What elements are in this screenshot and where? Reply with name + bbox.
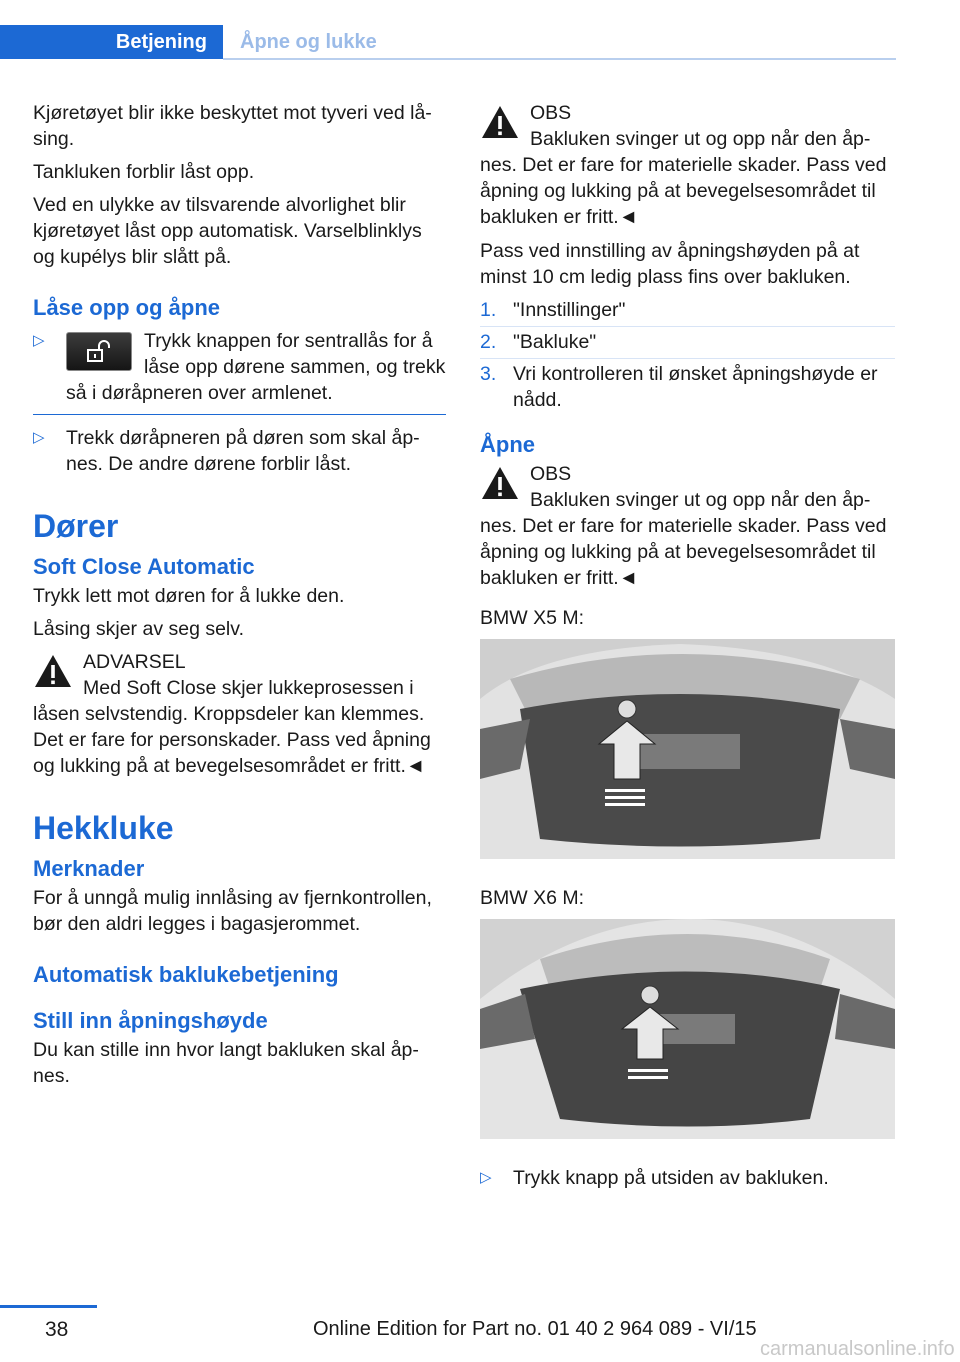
list-text: "Bakluke" [513,331,597,353]
warning-triangle-icon [480,465,520,501]
step-outside-button-text: Trykk knapp på utsiden av bakluken. [513,1167,829,1189]
list-number: 1. [480,299,497,321]
list-text: Vri kontrolleren til ønsket åpningshøyde er nådd. [513,363,878,411]
step-central-lock [33,328,446,406]
heading-tailgate: Hekkluke [33,810,174,846]
settings-steps-list [480,297,895,413]
heading-unlock-open: Låse opp og åpne [33,295,221,320]
notice-title: OBS [530,102,572,124]
list-number: 3. [480,363,497,385]
warning-text: låsen selvstendig. Kroppsdeler kan klemmes. Det er fare for personskader. Pass ved åpning og lukking på at bevegelsesområdet er fritt.◄ [33,703,431,777]
paragraph-notes: For å unngå mulig innlåsing av fjernkontrollen, bør den aldri legges i bagasjerommet. [33,887,432,935]
list-item [480,329,895,355]
step-door-handle [33,425,446,477]
heading-soft-close: Soft Close Automatic [33,554,255,579]
notice-line-1: Bakluken svinger ut og opp når den åp‐ [530,489,871,511]
triangle-bullet-icon: ▷ [33,429,45,446]
notice-line-1: Bakluken svinger ut og opp når den åp‐ [530,128,871,150]
step-divider [33,414,446,415]
footer-edition: Online Edition for Part no. 01 40 2 964 089 - VI/15 [313,1318,757,1340]
paragraph-fuel-flap: Tankluken forblir låst opp. [33,161,255,183]
warning-title: ADVARSEL [83,651,186,673]
header-tabbar [0,25,896,61]
warning-triangle-icon [33,653,73,689]
page-number: 38 [45,1318,69,1341]
left-column [33,100,446,1096]
heading-open: Åpne [480,432,535,457]
tab-betjening[interactable]: Betjening [0,25,223,59]
paragraph-theft: Kjøretøyet blir ikke beskyttet mot tyveri ved lå‐sing. [33,102,432,150]
triangle-bullet-icon: ▷ [480,1169,492,1186]
right-column [480,100,895,1198]
heading-auto-tailgate: Automatisk baklukebetjening [33,962,339,987]
list-item [480,297,895,323]
heading-doors: Dører [33,508,119,544]
watermark: carmanualsonline.info [760,1338,955,1360]
paragraph-clearance: Pass ved innstilling av åpningshøyden på at minst 10 cm ledig plass fins over bakluken. [480,240,860,288]
tab-underline [223,58,896,60]
step-central-lock-text: Trykk knappen for sentrallås for å låse opp dørene sammen, og trekk så i døråpneren over armlenet. [66,330,446,404]
list-number: 2. [480,331,497,353]
notice-block-1 [480,100,895,230]
paragraph-soft-close-2: Låsing skjer av seg selv. [33,618,244,640]
heading-set-height: Still inn åpningshøyde [33,1008,268,1033]
label-x6m: BMW X6 M: [480,887,585,909]
notice-block-2 [480,461,895,591]
label-x5m: BMW X5 M: [480,607,585,629]
step-door-handle-text: Trekk døråpneren på døren som skal åp‐nes. De andre dørene forblir låst. [66,427,420,475]
tab-apne-og-lukke[interactable]: Åpne og lukke [240,31,377,53]
unlock-button-icon [66,332,132,371]
footer-rule [0,1305,97,1308]
triangle-bullet-icon: ▷ [33,332,45,349]
image-x6m-tailgate [480,919,895,1139]
paragraph-set-height: Du kan stille inn hvor langt bakluken skal åp‐nes. [33,1039,419,1087]
step-outside-button [480,1165,895,1191]
paragraph-soft-close-1: Trykk lett mot døren for å lukke den. [33,585,345,607]
notice-title: OBS [530,463,572,485]
list-text: "Innstillinger" [513,299,626,321]
paragraph-accident: Ved en ulykke av tilsvarende alvorlighet blir kjøretøyet låst opp automatisk. Varselblinklys og kupélys blir slått på. [33,194,422,268]
warning-triangle-icon [480,104,520,140]
notice-text: nes. Det er fare for materielle skader. Pass ved åpning og lukking på at bevegelsesområdet til bakluken er fritt.◄ [480,515,887,589]
warning-block-soft-close [33,649,446,779]
notice-text: nes. Det er fare for materielle skader. Pass ved åpning og lukking på at bevegelsesområdet til bakluken er fritt.◄ [480,154,887,228]
warning-line-1: Med Soft Close skjer lukkeprosessen i [83,677,414,699]
list-item [480,361,895,413]
heading-notes: Merknader [33,856,145,881]
image-x5m-tailgate [480,639,895,859]
